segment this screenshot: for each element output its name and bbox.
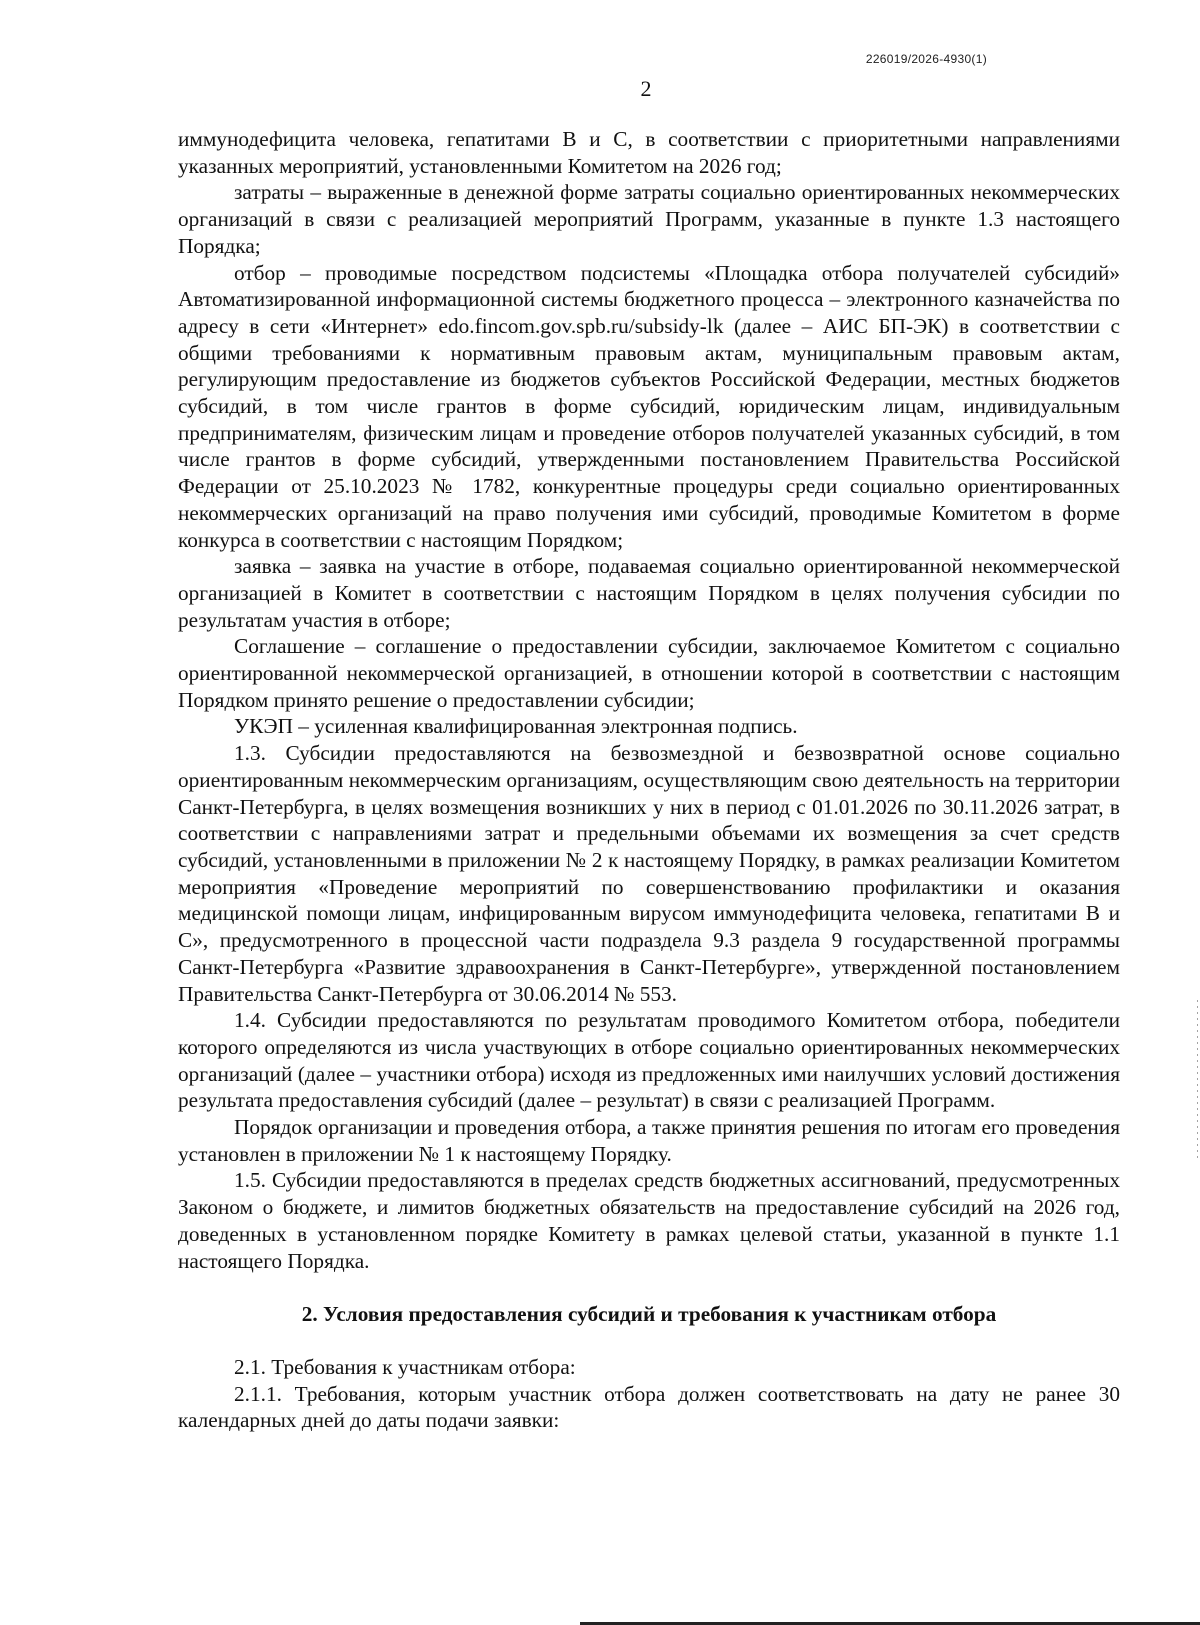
paragraph-2-1: 2.1. Требования к участникам отбора: — [234, 1354, 576, 1379]
paragraph-2-1-1: 2.1.1. Требования, которым участник отбора должен соответствовать на дату не ранее 30 календарных дней до даты подачи заявки: — [178, 1381, 1120, 1433]
paragraph-1-3: 1.3. Субсидии предоставляются на безвозмездной и безвозвратной основе социально ориентированным некоммерческим организациям, осуществляющим свою деятельность на территории Санкт-Петербурга, в целях возмещения возникших у них в период с 01.01.2026 по 30.11.2026 затрат, в соответствии с направлениями затрат и предельными объемами их возмещения за счет средств субсидий, установленными в приложении № 2 к настоящему Порядку, в рамках реализации Комитетом мероприятия «Проведение мероприятий по совершенствованию профилактики и оказания медицинской помощи лицам, инфицированным вирусом иммунодефицита человека, гепатитами В и С», предусмотренного в процессной части подраздела 9.3 раздела 9 государственной программы Санкт-Петербурга «Развитие здравоохранения в Санкт-Петербурге», утвержденной постановлением Правительства Санкт-Петербурга от 30.06.2014 № 553. — [178, 741, 1120, 1006]
paragraph-definition-agreement: Соглашение – соглашение о предоставлении субсидии, заключаемое Комитетом с социально ориентированной некоммерческой организацией, в отношении которой в соответствии с настоящим Порядком принято решение о предоставлении субсидии; — [178, 634, 1120, 712]
paragraph-continuation: иммунодефицита человека, гепатитами В и С, в соответствии с приоритетными направлениями указанных мероприятий, установленными Комитетом на 2026 год; — [178, 127, 1120, 178]
document-registration-number: 226019/2026-4930(1) — [865, 52, 987, 66]
page-number: 2 — [640, 76, 652, 101]
paragraph-definition-application: заявка – заявка на участие в отборе, подаваемая социально ориентированной некоммерческой организацией в Комитет в соответствии с настоящим Порядком в целях получения субсидии по результатам участия в отборе; — [178, 554, 1120, 632]
paragraph-1-5: 1.5. Субсидии предоставляются в пределах средств бюджетных ассигнований, предусмотренных Законом о бюджете, и лимитов бюджетных обязательств на предоставление субсидий на 2026 год, доведенных в установленном порядке Комитету в рамках целевой статьи, указанной в пункте 1.1 настоящего Порядка. — [178, 1168, 1120, 1273]
paragraph-definition-selection: отбор – проводимые посредством подсистемы «Площадка отбора получателей субсидий» Автоматизированной информационной системы бюджетного процесса – электронного казначейства по адресу в сети «Интернет» edo.fincom.gov.spb.ru/subsidy-lk (далее – АИС БП-ЭК) в соответствии с общими требованиями к нормативным правовым актам, муниципальным правовым актам, регулирующим предоставление из бюджетов субъектов Российской Федерации, местных бюджетов субсидий, в том числе грантов в форме субсидий, юридическим лицам, индивидуальным предпринимателям, физическим лицам и проведение отборов получателей указанных субсидий, в том числе грантов в форме субсидий, утвержденными постановлением Правительства Российской Федерации от 25.10.2023 № 1782, конкурентные процедуры среди социально ориентированных некоммерческих организаций на право получения ими субсидий, проводимые Комитетом в форме конкурса в соответствии с настоящим Порядком; — [178, 260, 1120, 552]
paragraph-selection-procedure: Порядок организации и проведения отбора, а также принятия решения по итогам его проведения установлен в приложении № 1 к настоящему Порядку. — [178, 1115, 1120, 1166]
paragraph-1-4: 1.4. Субсидии предоставляются по результатам проводимого Комитетом отбора, победители которого определяются из числа участвующих в отборе социально ориентированных некоммерческих организаций (далее – участники отбора) исходя из предложенных ими наилучших условий достижения результата предоставления субсидий (далее – результат) в связи с реализацией Программ. — [178, 1008, 1120, 1113]
document-body — [178, 126, 1120, 1434]
paragraph-definition-signature: УКЭП – усиленная квалифицированная электронная подпись. — [234, 714, 798, 739]
paragraph-definition-costs: затраты – выраженные в денежной форме затраты социально ориентированных некоммерческих организаций в связи с реализацией мероприятий Программ, указанные в пункте 1.3 настоящего Порядка; — [178, 180, 1120, 258]
scan-edge-artifact — [1197, 1000, 1198, 1160]
section-2-heading: 2. Условия предоставления субсидий и требования к участникам отбора — [301, 1302, 997, 1327]
